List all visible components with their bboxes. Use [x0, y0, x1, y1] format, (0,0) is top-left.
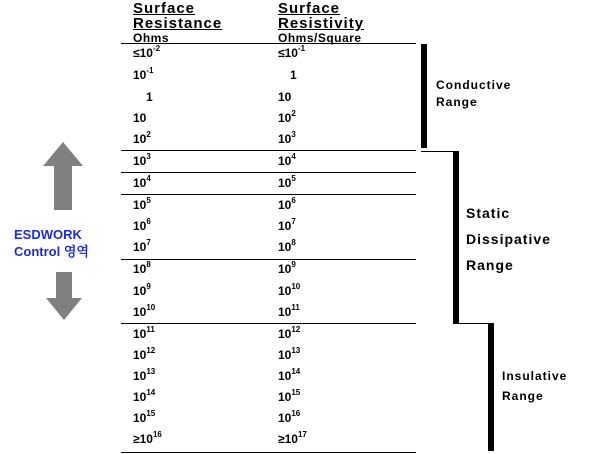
- value-base: 10: [133, 411, 147, 425]
- resistivity-value-cell: [278, 219, 296, 233]
- value-base: 10: [278, 111, 292, 125]
- value-base: 10: [278, 219, 292, 233]
- value-base: 10: [133, 262, 147, 276]
- value-base: 1: [146, 90, 153, 104]
- resistivity-value-cell: [278, 240, 296, 254]
- resistivity-value-cell: [278, 262, 296, 276]
- value-exponent: 12: [291, 325, 301, 334]
- resistivity-value-cell: [278, 90, 291, 104]
- resistivity-value-cell: [278, 284, 300, 298]
- value-base: 10: [133, 348, 147, 362]
- value-exponent: 6: [291, 196, 296, 205]
- value-base: 10: [278, 262, 292, 276]
- value-base: 10: [278, 154, 292, 168]
- resistivity-value-cell: [290, 68, 297, 82]
- value-base: 10: [133, 68, 147, 82]
- value-exponent: 12: [146, 346, 156, 355]
- resistance-value-cell: [133, 411, 155, 425]
- value-exponent: 9: [291, 260, 296, 269]
- resistance-value-cell: [133, 284, 151, 298]
- value-exponent: 7: [146, 238, 151, 247]
- resistance-value-cell: [133, 46, 160, 60]
- value-base: 10: [278, 390, 292, 404]
- col1-title-line2: Resistance: [133, 15, 223, 32]
- group-divider: [121, 150, 416, 151]
- resistivity-value-cell: [278, 305, 300, 319]
- header-divider: [121, 43, 416, 44]
- value-base: 10: [133, 111, 147, 125]
- value-exponent: 3: [291, 130, 296, 139]
- group-divider: [121, 172, 416, 173]
- value-exponent: 3: [146, 152, 151, 161]
- resistivity-value-cell: [278, 432, 307, 446]
- resistance-value-cell: [133, 390, 155, 404]
- resistivity-value-cell: [278, 132, 296, 146]
- esdwork-line2: Control 영역: [14, 244, 89, 259]
- value-exponent: 10: [146, 303, 156, 312]
- static-range-top-tick: [421, 151, 459, 152]
- resistance-value-cell: [133, 369, 155, 383]
- value-base: 10: [133, 305, 147, 319]
- static-line1: Static: [466, 205, 511, 221]
- value-base: 10: [284, 432, 298, 446]
- resistance-value-cell: [133, 432, 162, 446]
- value-base: 10: [133, 369, 147, 383]
- static-dissipative-range-label: [466, 200, 551, 278]
- value-exponent: 4: [291, 152, 296, 161]
- resistivity-value-cell: [278, 327, 300, 341]
- insulative-line2: Range: [502, 389, 544, 403]
- value-base: 10: [278, 132, 292, 146]
- header-surface-resistivity: [278, 1, 364, 46]
- value-exponent: -1: [297, 44, 306, 53]
- inequality-symbol: ≤: [133, 46, 140, 60]
- resistivity-value-cell: [278, 369, 300, 383]
- resistance-value-cell: [133, 198, 151, 212]
- value-base: 10: [133, 327, 147, 341]
- resistance-value-cell: [146, 90, 153, 104]
- resistance-value-cell: [133, 348, 155, 362]
- inequality-symbol: ≥: [278, 432, 285, 446]
- inequality-symbol: ≤: [278, 46, 285, 60]
- esdwork-line1: ESDWORK: [14, 227, 82, 242]
- value-exponent: 4: [146, 174, 151, 183]
- value-base: 10: [278, 90, 292, 104]
- insulative-range-top-tick: [455, 323, 494, 324]
- resistance-value-cell: [133, 327, 155, 341]
- arrow-down-icon: [46, 272, 82, 320]
- resistance-value-cell: [133, 68, 153, 82]
- value-base: 10: [133, 284, 147, 298]
- value-exponent: 15: [146, 409, 156, 418]
- value-base: 10: [133, 132, 147, 146]
- header-surface-resistance: [133, 1, 222, 46]
- value-exponent: 2: [146, 130, 151, 139]
- static-line3: Range: [466, 257, 514, 273]
- resistivity-value-cell: [278, 411, 300, 425]
- value-base: 10: [278, 327, 292, 341]
- resistance-value-cell: [133, 305, 155, 319]
- resistance-value-cell: [133, 262, 151, 276]
- value-exponent: 17: [297, 430, 307, 439]
- value-exponent: 2: [291, 109, 296, 118]
- col1-unit: Ohms: [133, 31, 170, 45]
- resistivity-value-cell: [278, 176, 296, 190]
- value-exponent: 5: [146, 196, 151, 205]
- value-exponent: 11: [291, 303, 300, 312]
- resistivity-value-cell: [278, 198, 296, 212]
- value-base: 10: [133, 390, 147, 404]
- value-base: 10: [278, 176, 292, 190]
- col2-title-line1: Surface: [278, 0, 341, 17]
- resistivity-value-cell: [278, 111, 296, 125]
- value-exponent: 13: [146, 367, 156, 376]
- resistivity-value-cell: [278, 46, 305, 60]
- value-exponent: 16: [291, 409, 301, 418]
- col2-title-line2: Resistivity: [278, 15, 365, 32]
- value-base: 10: [278, 284, 292, 298]
- group-divider: [121, 259, 416, 260]
- value-base: 10: [278, 198, 292, 212]
- conductive-range-label: [436, 77, 511, 111]
- table-bottom-line: [121, 452, 416, 453]
- resistance-value-cell: [133, 154, 151, 168]
- arrow-up-icon: [43, 142, 83, 210]
- static-dissipative-range-bracket: [453, 151, 459, 324]
- value-base: 10: [278, 305, 292, 319]
- resistance-value-cell: [133, 111, 146, 125]
- value-base: 10: [133, 240, 147, 254]
- value-exponent: 14: [146, 388, 156, 397]
- inequality-symbol: ≥: [133, 432, 140, 446]
- value-exponent: 13: [291, 346, 301, 355]
- value-exponent: 8: [291, 238, 296, 247]
- resistivity-value-cell: [278, 390, 300, 404]
- value-exponent: 6: [146, 217, 151, 226]
- resistance-value-cell: [133, 176, 151, 190]
- value-base: 10: [133, 198, 147, 212]
- resistance-value-cell: [133, 240, 151, 254]
- insulative-range-label: [502, 366, 567, 406]
- value-base: 10: [133, 176, 147, 190]
- value-exponent: 15: [291, 388, 301, 397]
- value-exponent: 16: [152, 430, 162, 439]
- col1-title-line1: Surface: [133, 0, 196, 17]
- group-divider: [121, 323, 416, 324]
- group-divider: [121, 194, 416, 195]
- value-base: 10: [133, 154, 147, 168]
- insulative-line1: Insulative: [502, 369, 568, 383]
- value-base: 10: [139, 432, 153, 446]
- resistance-value-cell: [133, 219, 151, 233]
- value-exponent: 5: [291, 174, 296, 183]
- value-exponent: 9: [146, 282, 151, 291]
- value-exponent: 14: [291, 367, 301, 376]
- value-base: 10: [139, 46, 153, 60]
- value-base: 10: [278, 369, 292, 383]
- conductive-range-bracket: [421, 44, 427, 148]
- conductive-line1: Conductive: [436, 78, 512, 92]
- value-base: 10: [133, 219, 147, 233]
- resistivity-value-cell: [278, 154, 296, 168]
- esdwork-control-label: [14, 226, 89, 260]
- value-exponent: 7: [291, 217, 296, 226]
- static-line2: Dissipative: [466, 231, 551, 247]
- value-exponent: 8: [146, 260, 151, 269]
- value-exponent: -1: [146, 66, 154, 75]
- col2-unit: Ohms/Square: [278, 31, 362, 45]
- resistance-value-cell: [133, 132, 151, 146]
- value-base: 1: [290, 68, 297, 82]
- conductive-line2: Range: [436, 95, 478, 109]
- value-base: 10: [278, 240, 292, 254]
- value-base: 10: [278, 348, 292, 362]
- value-exponent: -2: [152, 44, 161, 53]
- insulative-range-bracket: [488, 324, 494, 451]
- resistivity-value-cell: [278, 348, 300, 362]
- value-exponent: 11: [146, 325, 155, 334]
- value-exponent: 10: [291, 282, 301, 291]
- value-base: 10: [284, 46, 298, 60]
- value-base: 10: [278, 411, 292, 425]
